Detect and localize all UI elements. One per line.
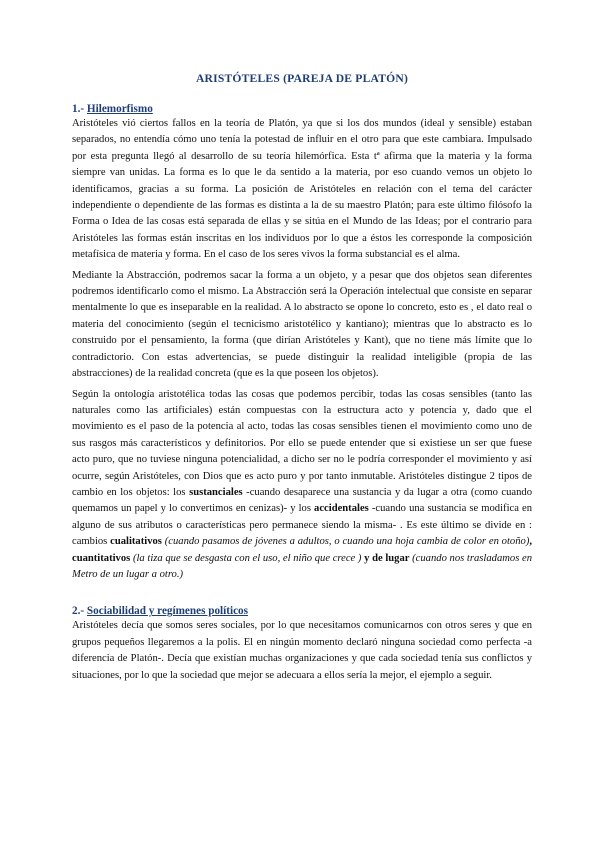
italic-example: (la tiza que se desgasta con el uso, el niño que crece ) xyxy=(130,552,362,564)
bold-term-sustanciales: sustanciales xyxy=(189,486,243,498)
section-heading-text: Sociabilidad y regímenes políticos xyxy=(86,605,249,618)
section-spacer xyxy=(72,583,532,605)
paragraph xyxy=(72,387,532,584)
document-title: ARISTÓTELES (PAREJA DE PLATÓN) xyxy=(195,72,409,85)
section-number: 1.- xyxy=(72,103,85,115)
paragraph: Aristóteles decía que somos seres sociales, por lo que necesitamos comunicarnos con otros seres y que en grupos pequeños llegaremos a la polis. El en ningún momento declaró ninguna sociedad como perfecta -a diferencia de Platón-. Decía que existían muchas organizaciones y que cada sociedad tenía sus conflictos y situaciones, por lo que la sociedad que mejor se adecuara a ellos sería la mejor, el ejemplo a seguir. xyxy=(72,620,532,681)
paragraph: Aristóteles vió ciertos fallos en la teoría de Platón, ya que si los dos mundos (ideal y sensible) estaban separados, no entendía cómo uno tenía la potestad de influir en el otro para que este cambiara. Impulsado por esta pregunta llegó al desarrollo de su teoría hilemórfica. Esta tª afirma que la materia y la forma siempre van unidas. La forma es lo que le da sentido a la materia, por eso cuando vemos un objeto lo identificamos, gracias a su forma. La posición de Aristóteles en relación con el tema del carácter independiente o dependiente de las formas es distinta a la de su maestro Platón; para este último filósofo la Forma o Idea de las cosas está separada de ellas y se sitúa en el Mundo de las Ideas; por el contrario para Aristóteles las formas están inscritas en los individuos por lo que a éstos les corresponde la composición metafísica de materia y forma. En el caso de los seres vivos la forma substancial es el alma. xyxy=(72,118,532,261)
italic-example: (cuando pasamos de jóvenes a adultos, o cuando una hoja cambia de color en otoño) xyxy=(161,536,530,548)
paragraph-text: Según la ontología aristotélica todas las cosas que podemos percibir, todas las cosas sensibles (tanto las naturales como las artificiales) están compuestas con la estructura acto y potencia y, dado que el movimiento es el paso de la potencia al acto, todas las cosas sensibles tienen el movimiento como uno de sus rasgos más característicos y definitorios. Por ello se puede entender que si existiese un ser que fuese acto puro, que no tuviese ninguna potencialidad, a dicho ser no le podría corresponder el movimiento y así ocurre, según Aristóteles, con Dios que es acto puro y por tanto inmutable. Aristóteles distingue 2 tipos de cambio en los objetos: los xyxy=(72,388,532,498)
section-heading-sociabilidad xyxy=(72,605,532,617)
section-heading-hilemorfismo xyxy=(72,103,532,115)
bold-term-cualitativos: cualitativos xyxy=(110,536,162,548)
bold-term-cuantitativos: , cuantitativos xyxy=(72,536,532,564)
paragraph-text: -cuando una sustancia se modifica en alguno de sus atributos o características pero permanece siendo la misma- . Es este último se divide en : cambios xyxy=(72,503,532,548)
bold-term-de-lugar: y de lugar xyxy=(361,552,410,564)
bold-term-accidentales: accidentales xyxy=(314,503,369,515)
section-number: 2.- xyxy=(72,605,85,618)
document-page xyxy=(72,72,532,684)
italic-example: (cuando nos trasladamos en Metro de un lugar a otro.) xyxy=(72,552,532,580)
section-heading-text: Hilemorfismo xyxy=(86,103,153,115)
paragraph-text: -cuando desaparece una sustancia y da lugar a otra (como cuando quemamos un papel y lo convertimos en cenizas)- y los xyxy=(72,486,532,515)
paragraph: Mediante la Abstracción, podremos sacar la forma a un objeto, y a pesar que dos objetos sean diferentes podremos identificarlo como el mismo. La Abstracción será la Operación intelectual que consiste en separar mentalmente lo que es inseparable en la realidad. A lo abstracto se opone lo concreto, esto es , el dato real o materia del conocimiento (según el tecnicismo aristotélico y kantiano); mientras que lo abstracto es lo construido por el pensamiento, la forma (que dirían Aristóteles y Kant), que no tiene más límite que lo contradictorio. Con estas advertencias, se puede distinguir la realidad inteligible (propia de las abstracciones) de la realidad concreta (que es la que poseen los objetos). xyxy=(72,269,532,380)
